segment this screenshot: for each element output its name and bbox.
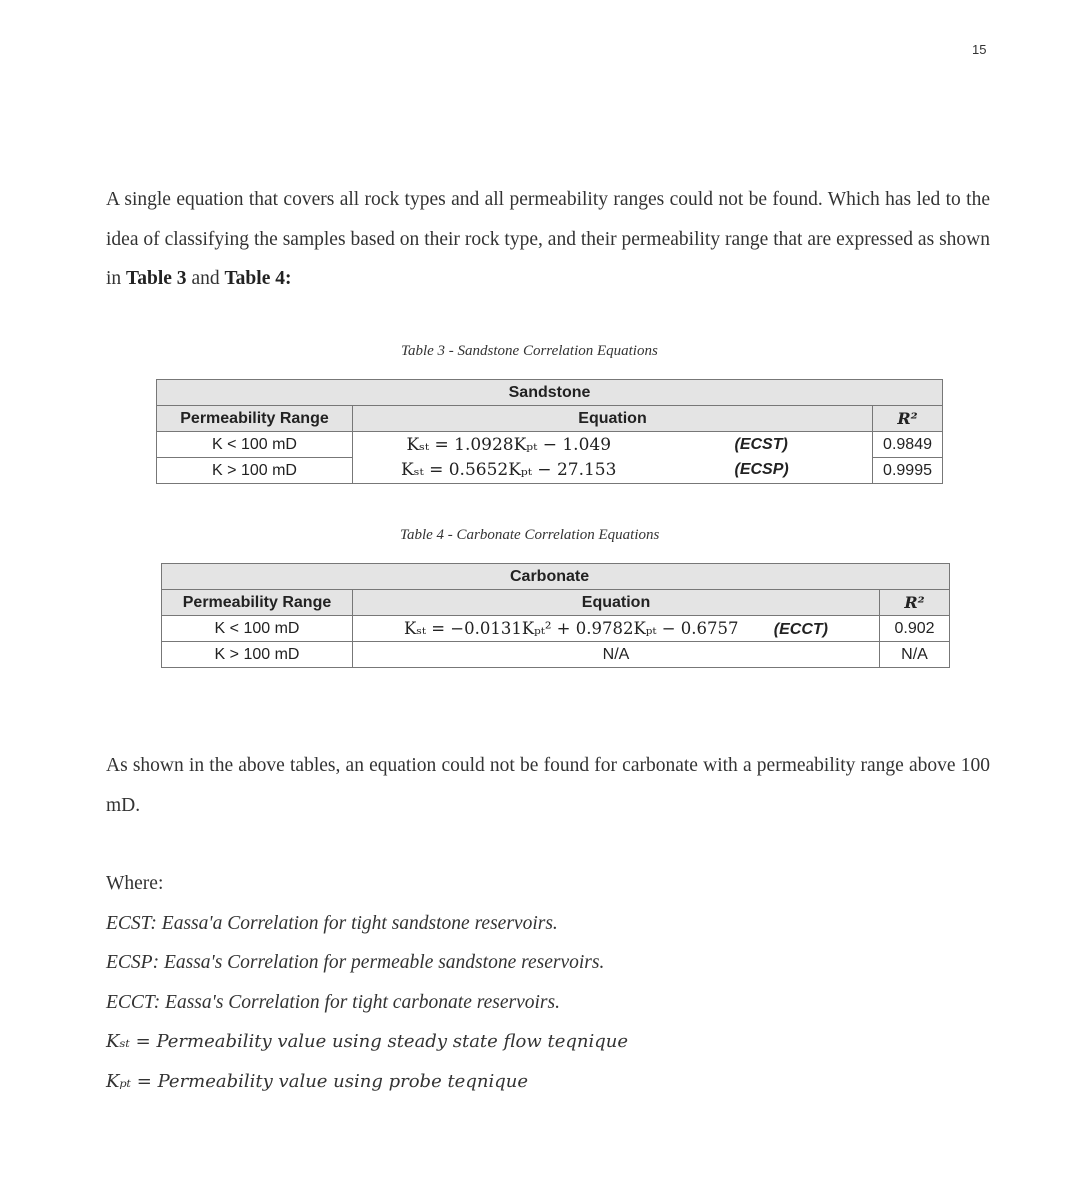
range-cell: K < 100 mD xyxy=(157,432,353,458)
table-row xyxy=(162,616,950,642)
equation-tag: (ECST) xyxy=(665,432,873,458)
summary-paragraph: As shown in the above tables, an equation could not be found for carbonate with a permeability range above 100 mD. xyxy=(106,755,990,816)
range-cell: K > 100 mD xyxy=(157,458,353,484)
legend-item: ECSP: Eassa's Correlation for permeable sandstone reservoirs. xyxy=(106,952,605,973)
r2-cell: 0.902 xyxy=(880,616,950,642)
table-row xyxy=(162,642,950,668)
r2-header: R² xyxy=(873,406,943,432)
equation-tag: (ECCT) xyxy=(773,620,828,638)
sandstone-title: Sandstone xyxy=(157,380,943,406)
legend-item: Kₛₜ = Permeability value using steady state flow teqnique xyxy=(106,1031,629,1052)
equation-cell: Kₛₜ = 1.0928Kₚₜ − 1.049 xyxy=(353,432,665,458)
equation-header: Equation xyxy=(353,590,880,616)
range-header: Permeability Range xyxy=(162,590,353,616)
table4-caption: Table 4 - Carbonate Correlation Equations xyxy=(400,527,660,543)
table3-caption: Table 3 - Sandstone Correlation Equations xyxy=(401,343,658,359)
equation-cell: N/A xyxy=(353,642,880,668)
legend xyxy=(106,864,628,1101)
legend-item: Kₚₜ = Permeability value using probe teqnique xyxy=(106,1070,528,1092)
legend-heading: Where: xyxy=(106,873,164,894)
legend-item: ECST: Eassa'a Correlation for tight sandstone reservoirs. xyxy=(106,912,558,934)
equation-header: Equation xyxy=(353,406,873,432)
r2-header: R² xyxy=(880,590,950,616)
range-cell: K < 100 mD xyxy=(162,616,353,642)
carbonate-title: Carbonate xyxy=(162,564,950,590)
equation-cell: Kₛₜ = 0.5652Kₚₜ − 27.153 xyxy=(353,458,665,484)
intro-paragraph xyxy=(106,180,990,299)
carbonate-table xyxy=(161,563,950,668)
range-cell: K > 100 mD xyxy=(162,642,353,668)
intro-text: A single equation that covers all rock types and all permeability ranges could not be found. Which has led to the idea of classifying the samples based on their rock type, and their permeability range that are expressed as shown in xyxy=(106,189,990,289)
legend-item: ECCT: Eassa's Correlation for tight carbonate reservoirs. xyxy=(106,991,560,1013)
table-row xyxy=(157,458,943,484)
table-row xyxy=(157,432,943,458)
range-header: Permeability Range xyxy=(157,406,353,432)
table4-reference: Table 4: xyxy=(224,268,292,289)
equation-tag: (ECSP) xyxy=(665,458,873,484)
page-number: 15 xyxy=(972,42,987,57)
table3-reference: Table 3 xyxy=(126,268,187,289)
equation-cell xyxy=(353,616,880,642)
r2-cell: 0.9995 xyxy=(873,458,943,484)
equation-text: Kₛₜ = −0.0131Kₚₜ² + 0.9782Kₚₜ − 0.6757 xyxy=(404,618,739,638)
r2-cell: N/A xyxy=(880,642,950,668)
r2-cell: 0.9849 xyxy=(873,432,943,458)
sandstone-table xyxy=(156,379,943,484)
intro-and: and xyxy=(186,268,225,289)
